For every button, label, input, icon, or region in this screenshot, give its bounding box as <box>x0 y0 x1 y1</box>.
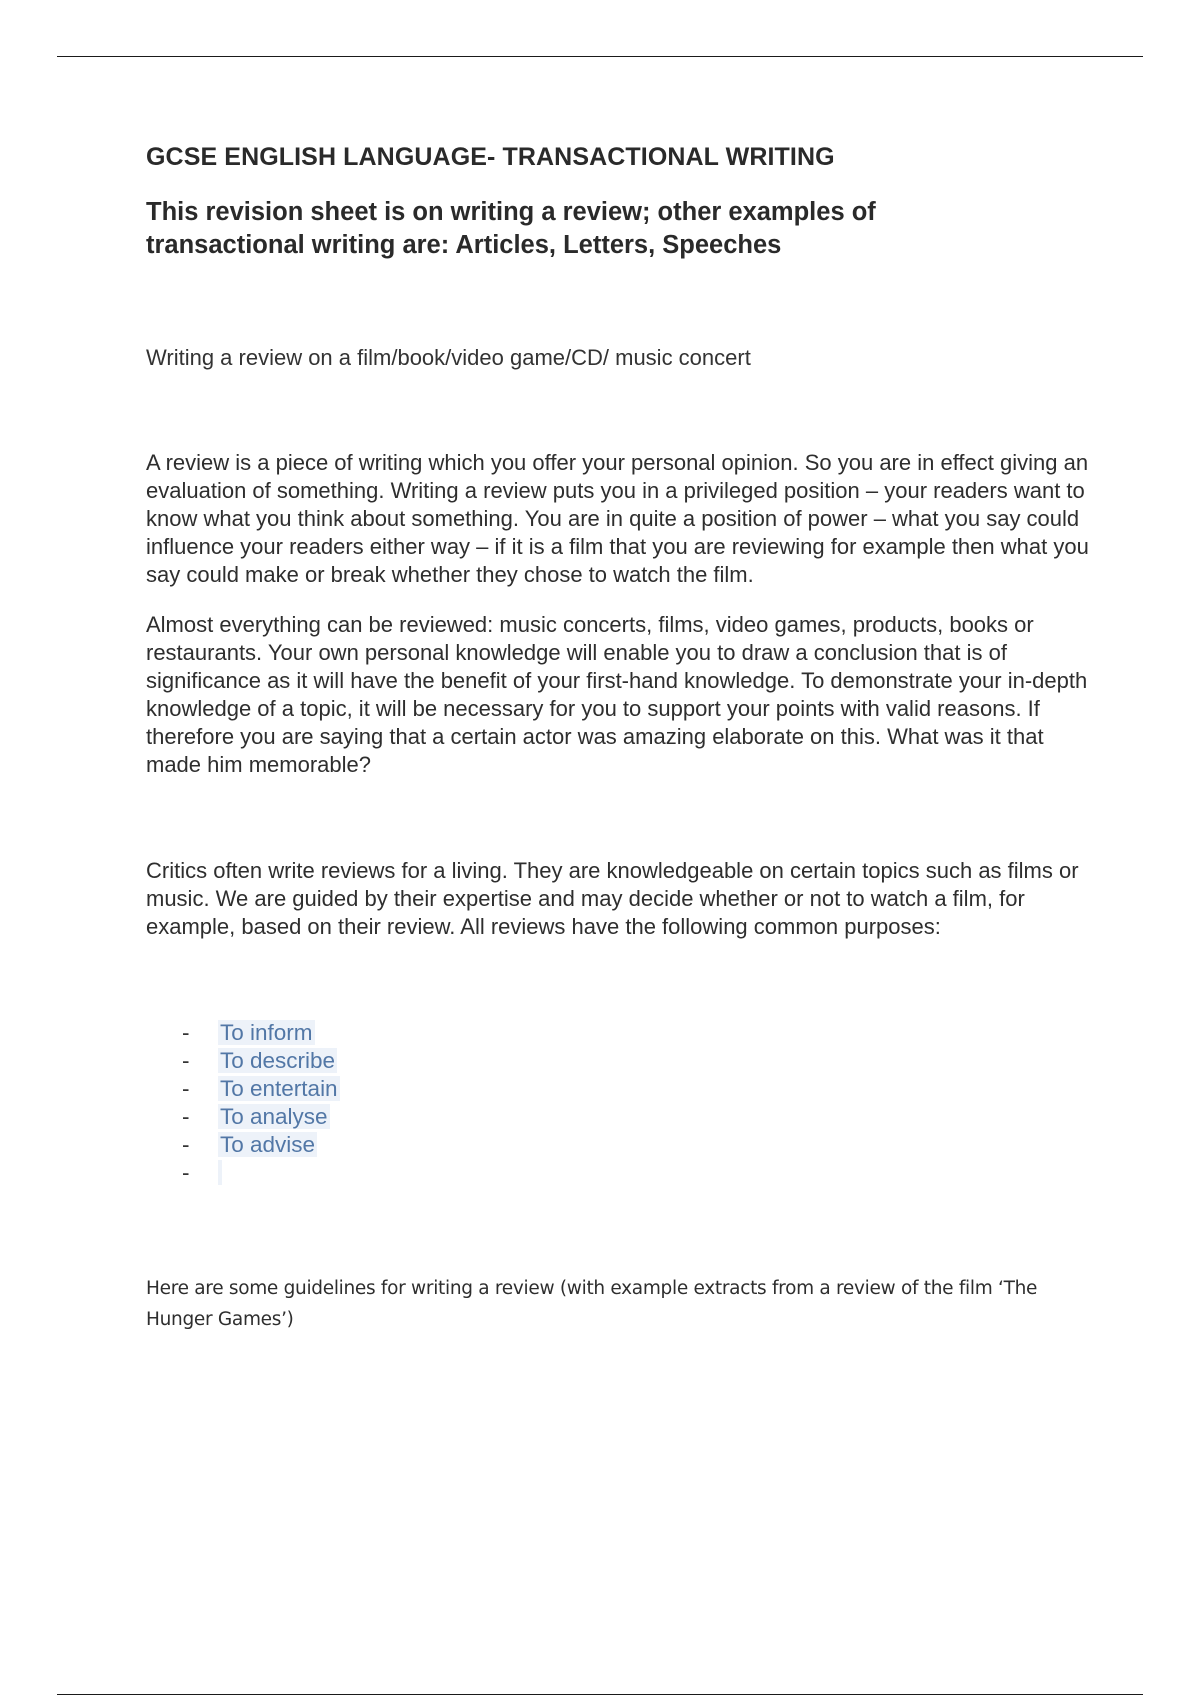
list-item <box>182 1131 1096 1159</box>
purpose-entertain: To entertain <box>220 1075 338 1101</box>
list-item <box>182 1019 1096 1047</box>
bottom-rule <box>57 1694 1143 1695</box>
purpose-empty <box>218 1160 222 1185</box>
guidelines-intro: Here are some guidelines for writing a review (with example extracts from a review of the film ‘The Hunger Games’) <box>146 1277 1038 1330</box>
purpose-advise: To advise <box>220 1131 316 1157</box>
purpose-inform: To inform <box>220 1019 313 1045</box>
list-dash: - <box>182 1019 190 1045</box>
list-item <box>182 1103 1096 1131</box>
list-item <box>182 1159 1096 1187</box>
paragraph-review-definition: A review is a piece of writing which you offer your personal opinion. So you are in effect giving an evaluation of something. Writing a review puts you in a privileged position – your readers want to know what you think about something. You are in quite a position of power – what you say could influence your readers either way – if it is a film that you are reviewing for example then what you say could make or break whether they chose to watch the film. <box>146 449 1089 587</box>
purpose-analyse: To analyse <box>220 1103 328 1129</box>
list-dash: - <box>182 1131 190 1157</box>
list-item <box>182 1075 1096 1103</box>
topic-line: Writing a review on a film/book/video game/CD/ music concert <box>146 345 751 370</box>
page-title: GCSE ENGLISH LANGUAGE- TRANSACTIONAL WRITING <box>146 143 835 171</box>
paragraph-what-can-be-reviewed: Almost everything can be reviewed: music concerts, films, video games, products, books or restaurants. Your own personal knowledge will enable you to draw a conclusion that is of significance as it will have the benefit of your first-hand knowledge. To demonstrate your in-depth knowledge of a topic, it will be necessary for you to support your points with valid reasons. If therefore you are saying that a certain actor was amazing elaborate on this. What was it that made him memorable? <box>146 611 1088 777</box>
paragraph-critics: Critics often write reviews for a living. They are knowledgeable on certain topics such as films or music. We are guided by their expertise and may decide whether or not to watch a film, for example, based on their review. All reviews have the following common purposes: <box>146 857 1079 939</box>
list-item <box>182 1047 1096 1075</box>
purpose-describe: To describe <box>220 1047 336 1073</box>
list-dash: - <box>182 1075 190 1101</box>
top-rule <box>57 56 1143 57</box>
list-dash: - <box>182 1103 190 1129</box>
list-dash: - <box>182 1159 190 1185</box>
purposes-list <box>182 1019 1096 1187</box>
list-dash: - <box>182 1047 190 1073</box>
page-subtitle: This revision sheet is on writing a review; other examples of transactional writing are: Articles, Letters, Speeches <box>146 198 876 259</box>
document-body <box>146 142 1096 1335</box>
